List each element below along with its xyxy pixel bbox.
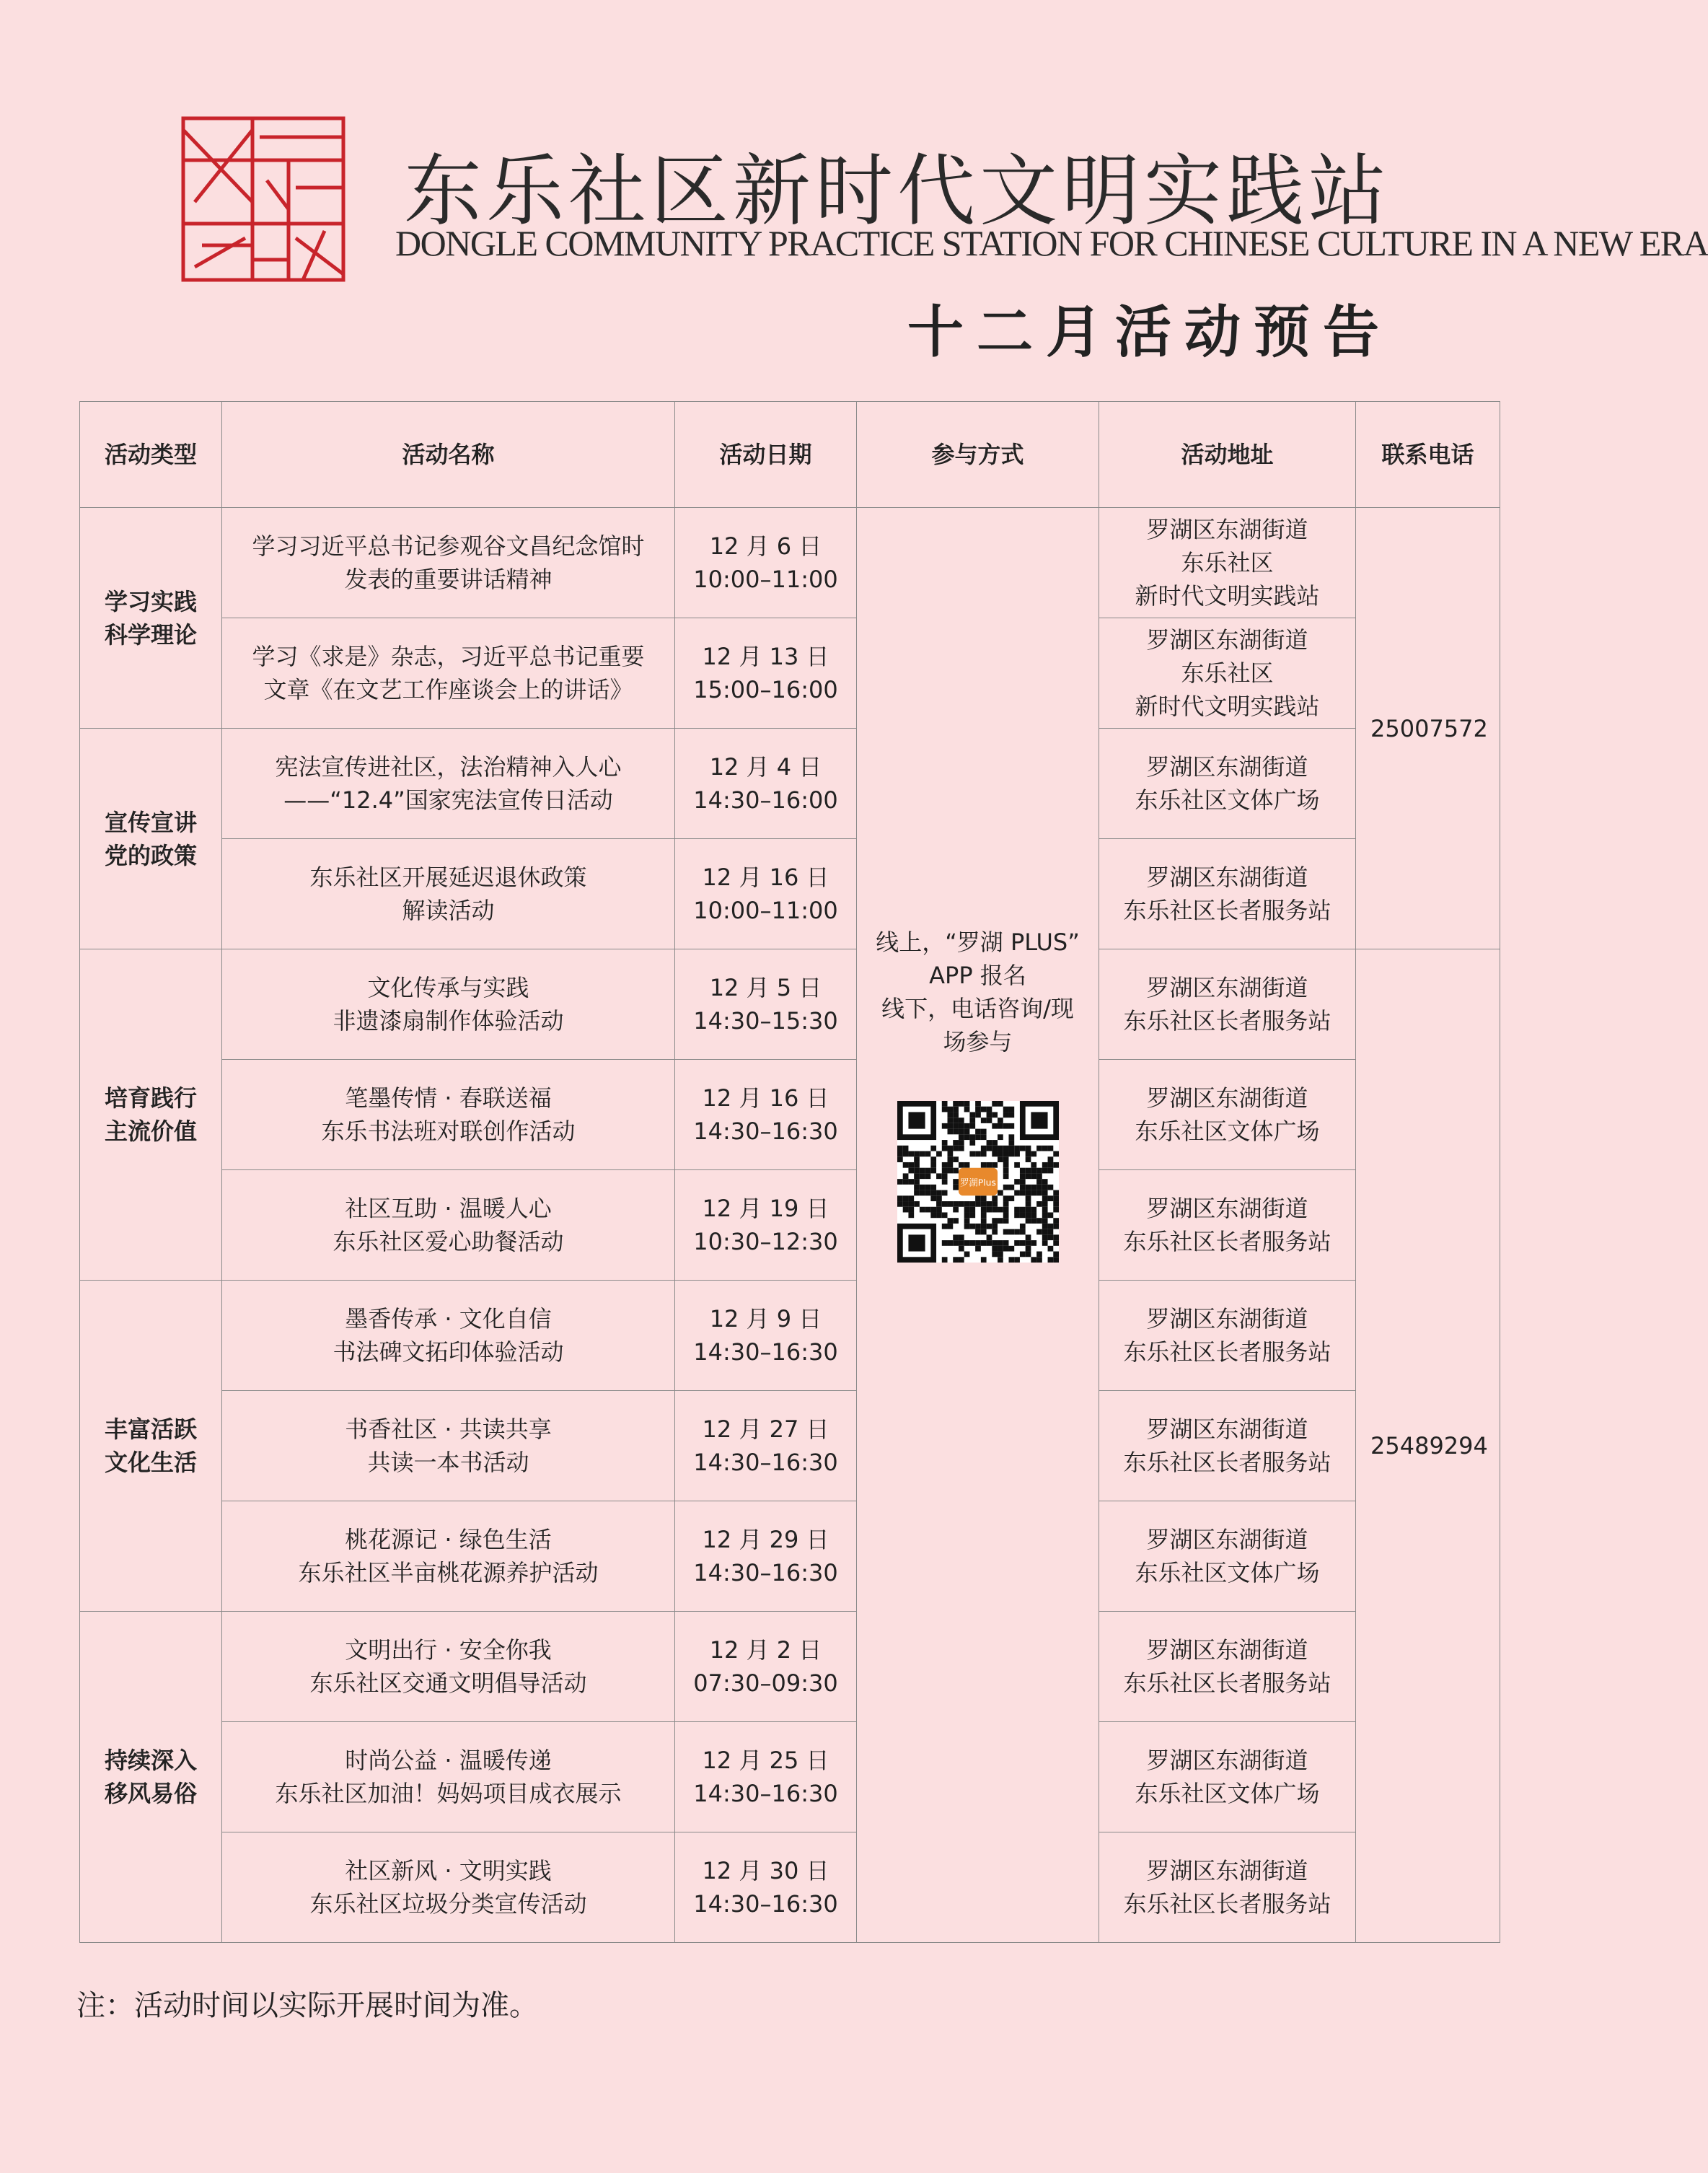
participation-cell: 线上，“罗湖 PLUS” APP 报名 线下，电话咨询/现 场参与 罗湖Plus [857, 508, 1099, 1943]
address-cell: 罗湖区东湖街道 东乐社区长者服务站 [1099, 1170, 1356, 1281]
table-row [80, 1722, 1500, 1832]
category-cell: 持续深入 移风易俗 [80, 1612, 222, 1943]
activity-name-cell: 宪法宣传进社区，法治精神入人心 ——“12.4”国家宪法宣传日活动 [222, 729, 675, 839]
table-row [80, 1832, 1500, 1943]
activity-date-cell: 12 月 16 日 10:00–11:00 [675, 839, 857, 949]
activity-date-cell: 12 月 13 日 15:00–16:00 [675, 618, 857, 729]
address-cell: 罗湖区东湖街道 东乐社区文体广场 [1099, 729, 1356, 839]
address-cell: 罗湖区东湖街道 东乐社区长者服务站 [1099, 839, 1356, 949]
phone-cell: 25489294 [1356, 949, 1500, 1943]
header-activity-date: 活动日期 [675, 402, 857, 508]
header-activity-name: 活动名称 [222, 402, 675, 508]
table-row [80, 1281, 1500, 1391]
qr-center-badge-label: 罗湖Plus [959, 1177, 996, 1188]
address-cell: 罗湖区东湖街道 东乐社区长者服务站 [1099, 1612, 1356, 1722]
activity-name-cell: 社区互助 · 温暖人心 东乐社区爱心助餐活动 [222, 1170, 675, 1281]
page-title: 东乐社区新时代文明实践站 [404, 146, 1391, 237]
activity-name-cell: 东乐社区开展延迟退休政策 解读活动 [222, 839, 675, 949]
culture-practice-logo [180, 115, 346, 283]
table-row [80, 1612, 1500, 1722]
table-row [80, 1391, 1500, 1501]
header-address: 活动地址 [1099, 402, 1356, 508]
address-cell: 罗湖区东湖街道 东乐社区长者服务站 [1099, 1832, 1356, 1943]
category-cell: 丰富活跃 文化生活 [80, 1281, 222, 1612]
page-title-english: DONGLE COMMUNITY PRACTICE STATION FOR CHINESE CULTURE IN A NEW ERA [395, 223, 1708, 263]
activity-date-cell: 12 月 16 日 14:30–16:30 [675, 1060, 857, 1170]
address-cell: 罗湖区东湖街道 东乐社区文体广场 [1099, 1722, 1356, 1832]
activity-date-cell: 12 月 5 日 14:30–15:30 [675, 949, 857, 1060]
category-cell: 宣传宣讲 党的政策 [80, 729, 222, 949]
header-participation: 参与方式 [857, 402, 1099, 508]
activity-name-cell: 笔墨传情 · 春联送福 东乐书法班对联创作活动 [222, 1060, 675, 1170]
activity-date-cell: 12 月 4 日 14:30–16:00 [675, 729, 857, 839]
address-cell: 罗湖区东湖街道 东乐社区文体广场 [1099, 1060, 1356, 1170]
address-cell: 罗湖区东湖街道 东乐社区长者服务站 [1099, 1391, 1356, 1501]
address-cell: 罗湖区东湖街道 东乐社区文体广场 [1099, 1501, 1356, 1612]
activity-name-cell: 时尚公益 · 温暖传递 东乐社区加油！妈妈项目成衣展示 [222, 1722, 675, 1832]
table-row [80, 839, 1500, 949]
header-phone: 联系电话 [1356, 402, 1500, 508]
header-activity-type: 活动类型 [80, 402, 222, 508]
activity-date-cell: 12 月 2 日 07:30–09:30 [675, 1612, 857, 1722]
address-cell: 罗湖区东湖街道 东乐社区 新时代文明实践站 [1099, 618, 1356, 729]
table-row [80, 949, 1500, 1060]
activity-name-cell: 社区新风 · 文明实践 东乐社区垃圾分类宣传活动 [222, 1832, 675, 1943]
activity-name-cell: 桃花源记 · 绿色生活 东乐社区半亩桃花源养护活动 [222, 1501, 675, 1612]
phone-cell: 25007572 [1356, 508, 1500, 949]
registration-qr-code[interactable] [897, 1099, 1059, 1265]
activity-name-cell: 文明出行 · 安全你我 东乐社区交通文明倡导活动 [222, 1612, 675, 1722]
table-row [80, 1170, 1500, 1281]
address-cell: 罗湖区东湖街道 东乐社区长者服务站 [1099, 1281, 1356, 1391]
category-cell: 培育践行 主流价值 [80, 949, 222, 1281]
activity-date-cell: 12 月 19 日 10:30–12:30 [675, 1170, 857, 1281]
footnote: 注：活动时间以实际开展时间为准。 [76, 1989, 538, 2022]
page-subtitle: 十二月活动预告 [907, 300, 1393, 365]
table-row [80, 508, 1500, 618]
activity-schedule-table [79, 401, 1500, 1943]
activity-name-cell: 墨香传承 · 文化自信 书法碑文拓印体验活动 [222, 1281, 675, 1391]
activity-date-cell: 12 月 29 日 14:30–16:30 [675, 1501, 857, 1612]
activity-date-cell: 12 月 6 日 10:00–11:00 [675, 508, 857, 618]
activity-date-cell: 12 月 9 日 14:30–16:30 [675, 1281, 857, 1391]
table-row [80, 1501, 1500, 1612]
address-cell: 罗湖区东湖街道 东乐社区长者服务站 [1099, 949, 1356, 1060]
table-row [80, 729, 1500, 839]
activity-name-cell: 学习《求是》杂志，习近平总书记重要 文章《在文艺工作座谈会上的讲话》 [222, 618, 675, 729]
table-row [80, 618, 1500, 729]
table-row [80, 1060, 1500, 1170]
activity-name-cell: 文化传承与实践 非遗漆扇制作体验活动 [222, 949, 675, 1060]
activity-name-cell: 学习习近平总书记参观谷文昌纪念馆时 发表的重要讲话精神 [222, 508, 675, 618]
address-cell: 罗湖区东湖街道 东乐社区 新时代文明实践站 [1099, 508, 1356, 618]
activity-date-cell: 12 月 27 日 14:30–16:30 [675, 1391, 857, 1501]
activity-date-cell: 12 月 30 日 14:30–16:30 [675, 1832, 857, 1943]
table-header-row [80, 402, 1500, 508]
category-cell: 学习实践 科学理论 [80, 508, 222, 729]
activity-date-cell: 12 月 25 日 14:30–16:30 [675, 1722, 857, 1832]
activity-name-cell: 书香社区 · 共读共享 共读一本书活动 [222, 1391, 675, 1501]
